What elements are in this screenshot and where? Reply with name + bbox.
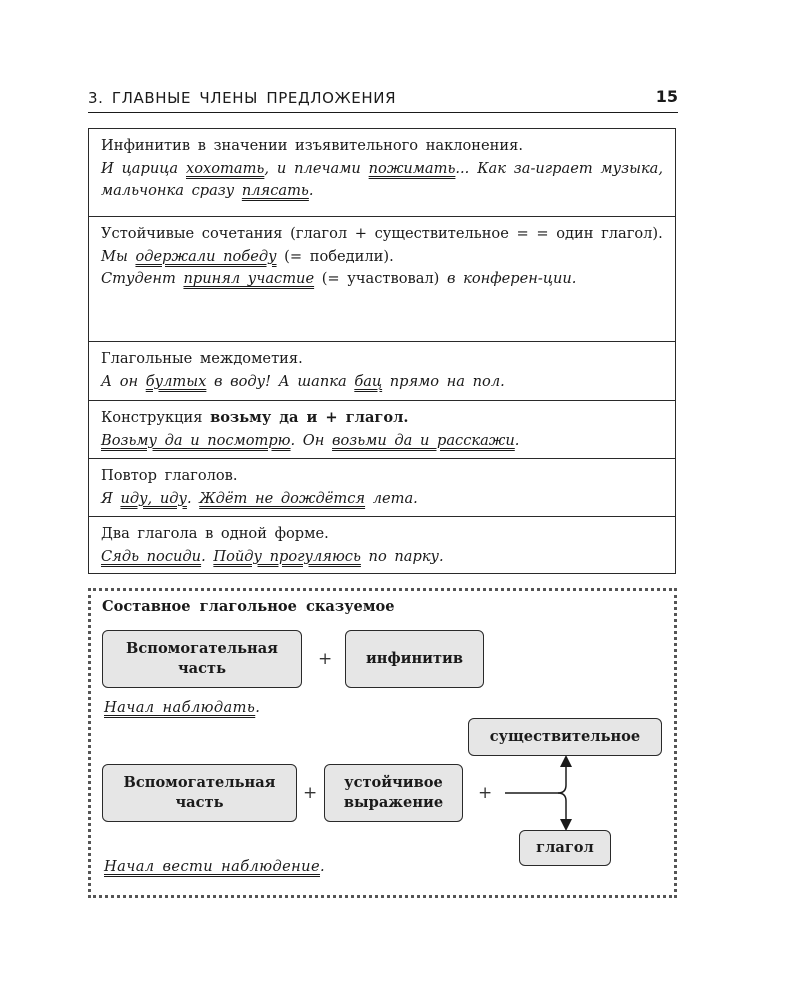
diagram-title: Составное глагольное сказуемое xyxy=(102,598,395,615)
row-example: Я иду, иду. Ждёт не дождётся лета. xyxy=(101,489,418,507)
table-row xyxy=(89,216,675,341)
verb-box: глагол xyxy=(519,830,611,866)
row-heading: Конструкция возьму да и + глагол. xyxy=(101,409,409,426)
table-row xyxy=(89,458,675,516)
plus-sign: + xyxy=(478,783,493,803)
table-row xyxy=(89,516,675,573)
example-1: Начал наблюдать. xyxy=(104,699,261,716)
plus-sign: + xyxy=(318,649,333,669)
plus-sign: + xyxy=(303,783,318,803)
table-row xyxy=(89,341,675,400)
row-example: Студент принял участие (= участвовал) в конферен-ции. xyxy=(101,270,577,287)
section-title: 3. ГЛАВНЫЕ ЧЛЕНЫ ПРЕДЛОЖЕНИЯ xyxy=(88,89,397,107)
predicate-types-table xyxy=(88,128,676,574)
set-phrase-box: устойчивое выражение xyxy=(324,764,463,822)
example-2: Начал вести наблюдение. xyxy=(104,858,326,875)
row-example: Мы одержали победу (= победили). xyxy=(101,247,394,265)
row-example: И царица хохотать, и плечами пожимать... Как за-играет музыка, мальчонка сразу плясать. xyxy=(101,159,664,199)
noun-box: существительное xyxy=(468,718,662,756)
table-row xyxy=(89,400,675,458)
aux-part-box: Вспомогательная часть xyxy=(102,630,302,688)
row-heading: Инфинитив в значении изъявительного наклонения. xyxy=(101,137,523,154)
row-example: Сядь посиди. Пойду прогуляюсь по парку. xyxy=(101,547,444,565)
page-number: 15 xyxy=(655,87,678,106)
row-heading: Глагольные междометия. xyxy=(101,350,303,367)
row-example: А он бултых в воду! А шапка бац прямо на пол. xyxy=(101,372,505,390)
row-heading: Устойчивые сочетания (глагол + существительное = = один глагол). xyxy=(101,225,663,242)
table-row xyxy=(89,129,675,216)
row-heading: Два глагола в одной форме. xyxy=(101,525,329,542)
infinitive-box: инфинитив xyxy=(345,630,484,688)
row-example: Возьму да и посмотрю. Он возьми да и расскажи. xyxy=(101,431,520,449)
row-heading: Повтор глаголов. xyxy=(101,467,238,484)
aux-part-box: Вспомогательная часть xyxy=(102,764,297,822)
page-header xyxy=(88,86,678,113)
